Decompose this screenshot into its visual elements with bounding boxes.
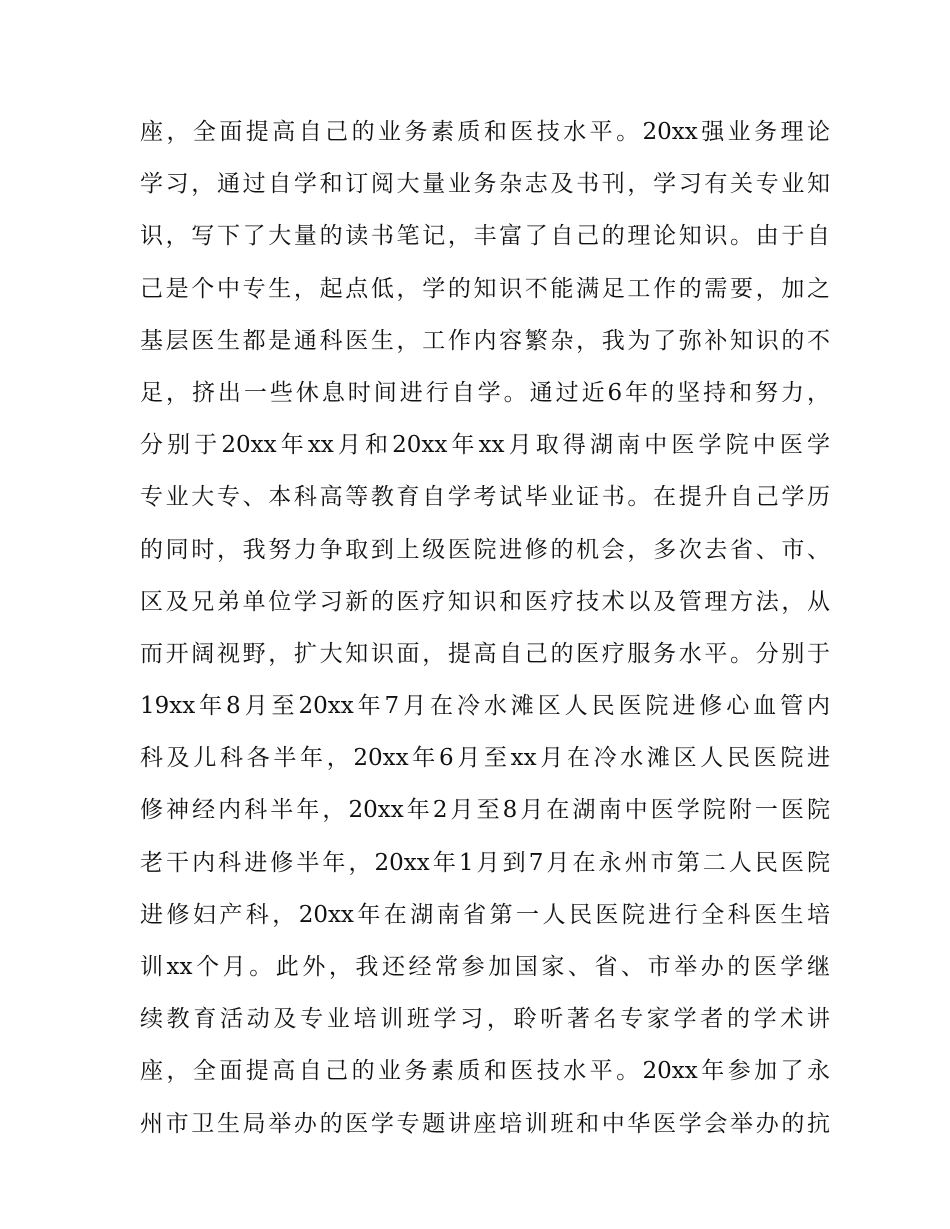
text-line: 续教育活动及专业培训班学习，聆听著名专家学者的学术讲 [140, 1006, 830, 1033]
text-line: 修神经内科半年，20xx年2月至8月在湖南中医学院附一医院 [140, 797, 830, 824]
text-line: 基层医生都是通科医生，工作内容繁杂，我为了弥补知识的不 [140, 327, 830, 354]
text-line: 19xx年8月至20xx年7月在冷水滩区人民医院进修心血管内 [140, 693, 830, 720]
text-line: 座，全面提高自己的业务素质和医技水平。20xx强业务理论 [140, 119, 830, 145]
text-line: 科及儿科各半年，20xx年6月至xx月在冷水滩区人民医院进 [140, 745, 830, 772]
text-line: 足，挤出一些休息时间进行自学。通过近6年的坚持和努力， [140, 379, 830, 406]
body-text [140, 106, 830, 1150]
text-line: 分别于20xx年xx月和20xx年xx月取得湖南中医学院中医学 [140, 432, 830, 459]
text-line: 进修妇产科，20xx年在湖南省第一人民医院进行全科医生培 [140, 901, 830, 928]
text-line: 的同时，我努力争取到上级医院进修的机会，多次去省、市、 [140, 536, 830, 563]
text-line: 老干内科进修半年，20xx年1月到7月在永州市第二人民医院 [140, 849, 830, 876]
text-line: 座，全面提高自己的业务素质和医技水平。20xx年参加了永 [140, 1058, 830, 1085]
text-line: 己是个中专生，起点低，学的知识不能满足工作的需要，加之 [140, 275, 830, 302]
text-line: 而开阔视野，扩大知识面，提高自己的医疗服务水平。分别于 [140, 640, 830, 667]
text-line: 识，写下了大量的读书笔记，丰富了自己的理论知识。由于自 [140, 223, 830, 250]
text-line: 专业大专、本科高等教育自学考试毕业证书。在提升自己学历 [140, 484, 830, 511]
text-line: 训xx个月。此外，我还经常参加国家、省、市举办的医学继 [140, 954, 830, 980]
text-line: 学习，通过自学和订阅大量业务杂志及书刊，学习有关专业知 [140, 171, 830, 198]
text-line: 区及兄弟单位学习新的医疗知识和医疗技术以及管理方法，从 [140, 588, 830, 615]
text-line: 州市卫生局举办的医学专题讲座培训班和中华医学会举办的抗 [140, 1110, 830, 1137]
